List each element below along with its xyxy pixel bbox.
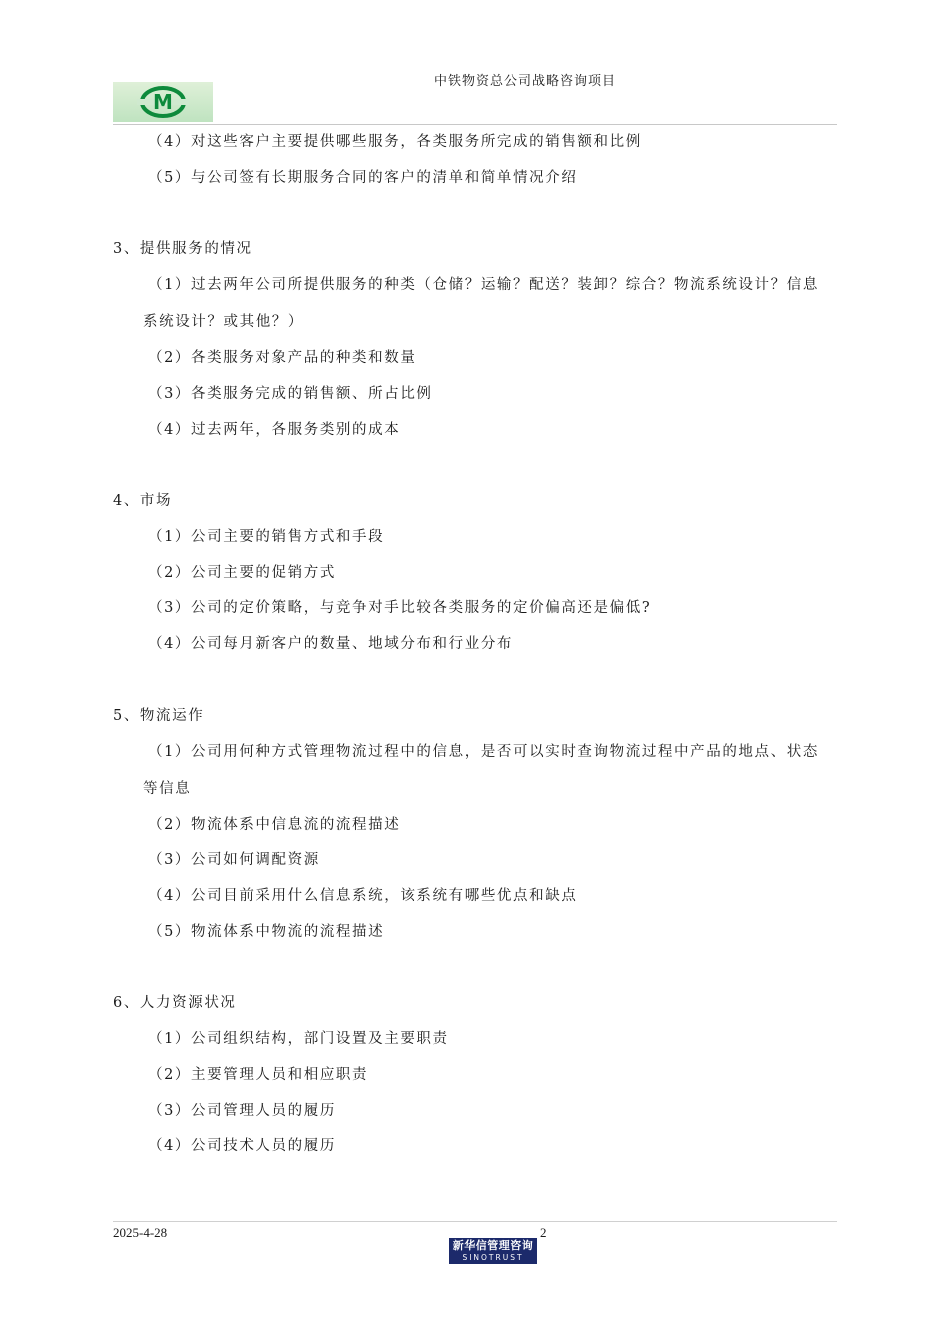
header-title: 中铁物资总公司战略咨询项目: [433, 74, 616, 89]
footer-date: 2025-4-28: [113, 1225, 168, 1240]
list-item: （2）物流体系中信息流的流程描述: [148, 817, 401, 833]
list-item: （4）过去两年，各服务类别的成本: [148, 422, 401, 438]
header-divider: [113, 124, 837, 125]
list-item: （1）公司主要的销售方式和手段: [148, 529, 385, 545]
list-item: （4）公司技术人员的履历: [148, 1138, 336, 1154]
list-item: （3）公司管理人员的履历: [148, 1103, 336, 1119]
list-item: （1）公司组织结构，部门设置及主要职责: [148, 1031, 449, 1047]
list-item: （4）公司目前采用什么信息系统，该系统有哪些优点和缺点: [148, 888, 578, 904]
list-item-continuation: 等信息: [143, 781, 192, 797]
list-item: （3）公司如何调配资源: [148, 852, 320, 868]
section-heading: 6、人力资源状况: [113, 995, 237, 1011]
list-item: （1）公司用何种方式管理物流过程中的信息，是否可以实时查询物流过程中产品的地点、状态: [148, 744, 819, 760]
list-item: （2）各类服务对象产品的种类和数量: [148, 350, 417, 366]
list-item: （2）主要管理人员和相应职责: [148, 1067, 369, 1083]
sinotrust-logo-en: SINOTRUST: [462, 1253, 524, 1262]
section-heading: 4、市场: [113, 493, 173, 509]
list-item: （4）对这些客户主要提供哪些服务，各类服务所完成的销售额和比例: [148, 134, 642, 150]
list-item: （5）与公司签有长期服务合同的客户的清单和简单情况介绍: [148, 170, 578, 186]
list-item: （4）公司每月新客户的数量、地域分布和行业分布: [148, 636, 514, 652]
footer-divider: [113, 1221, 837, 1222]
sinotrust-logo-cn: 新华信管理咨询: [452, 1239, 534, 1252]
list-item: （3）各类服务完成的销售额、所占比例: [148, 386, 433, 402]
list-item: （3）公司的定价策略，与竞争对手比较各类服务的定价偏高还是偏低?: [148, 600, 652, 616]
list-item-continuation: 系统设计？或其他？）: [143, 314, 304, 330]
company-logo: [113, 82, 213, 122]
page-number: 2: [540, 1225, 547, 1240]
list-item: （2）公司主要的促销方式: [148, 565, 336, 581]
list-item: （1）过去两年公司所提供服务的种类（仓储？运输？配送？装卸？综合？物流系统设计？信息: [148, 277, 819, 293]
list-item: （5）物流体系中物流的流程描述: [148, 924, 385, 940]
section-heading: 5、物流运作: [113, 708, 205, 724]
logo-letter: M: [153, 90, 173, 114]
sinotrust-logo: [449, 1238, 537, 1264]
section-heading: 3、提供服务的情况: [113, 241, 253, 257]
